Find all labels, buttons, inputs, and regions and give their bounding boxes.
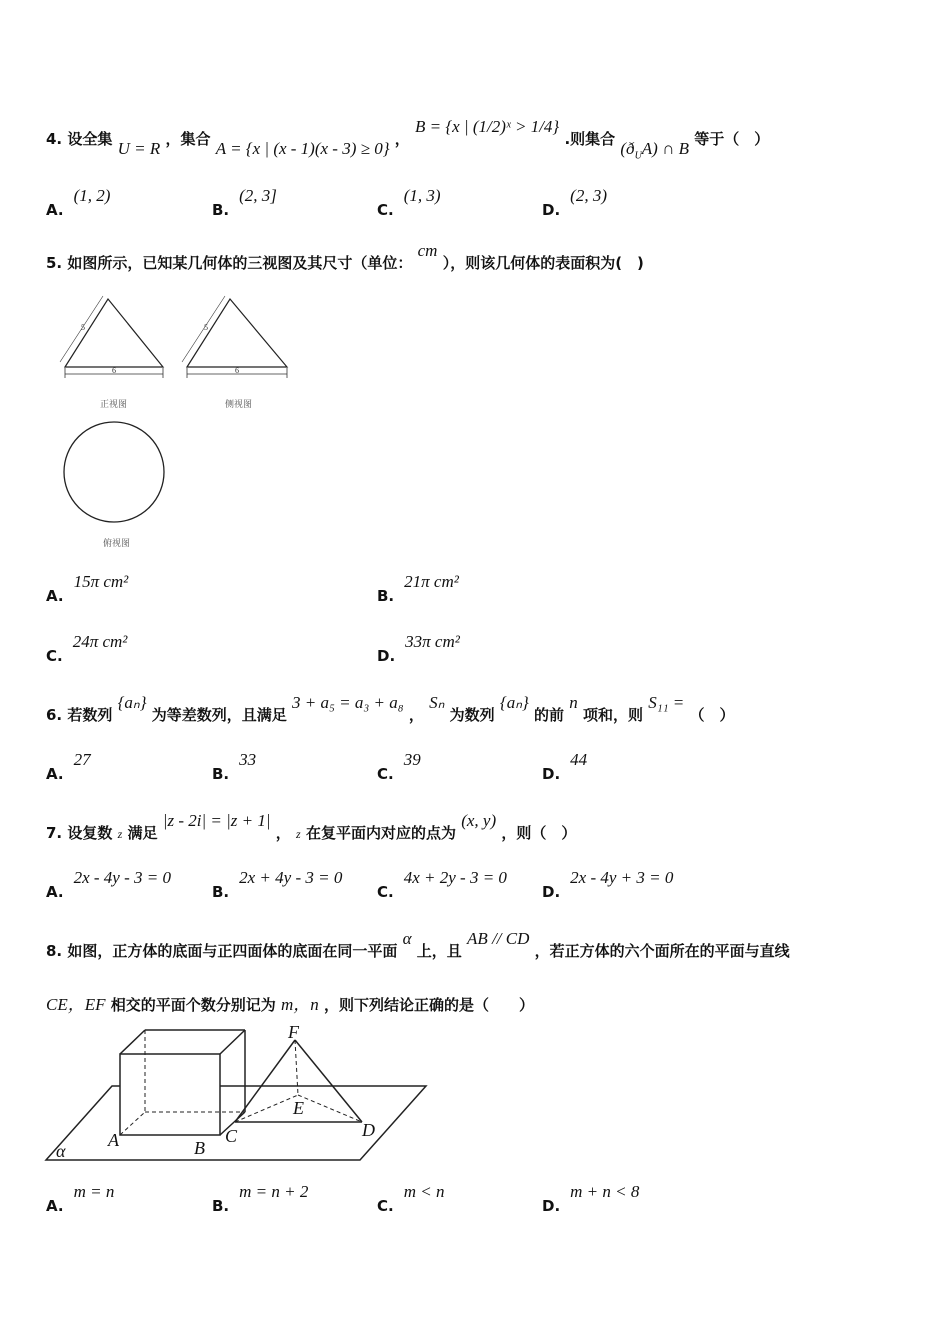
q4-text-5: 等于（ ） (694, 130, 770, 148)
label-alpha: α (56, 1141, 66, 1161)
q5-text-1: 如图所示，已知某几何体的三视图及其尺寸（单位： (67, 254, 413, 272)
front-view (60, 296, 163, 410)
cube-tetrahedron-figure (40, 1020, 440, 1170)
q8-option-b[interactable] (212, 1182, 309, 1216)
q6-text-6: 项和，则 (582, 706, 643, 724)
q7-z: z (117, 827, 123, 841)
option-letter: C. (377, 883, 394, 901)
top-view-caption: 俯视图 (103, 539, 131, 549)
option-letter: C. (46, 647, 63, 665)
side-base-dim: 6 (235, 366, 239, 375)
q7-text-3: ， (275, 824, 291, 842)
option-letter: B. (212, 883, 230, 901)
label-e: E (293, 1098, 304, 1118)
three-view-figure (55, 292, 295, 552)
option-value: 2x - 4y + 3 = 0 (570, 868, 674, 887)
option-letter: B. (377, 587, 395, 605)
option-letter: A. (46, 883, 64, 901)
option-letter: D. (542, 1197, 561, 1215)
label-a: A (108, 1130, 119, 1150)
q6-sn: Sₙ (429, 693, 445, 712)
q5-text-2: ），则该几何体的表面积为( ) (442, 254, 644, 272)
q6-number: 6. (46, 706, 63, 724)
q7-z-2: z (296, 827, 301, 841)
q6-option-c[interactable] (377, 750, 421, 784)
q4-universal-set: U = R (117, 139, 161, 158)
q7-condition: |z - 2i| = |z + 1| (162, 811, 271, 830)
q4-expression (620, 139, 690, 162)
q6-sequence: {aₙ} (117, 693, 147, 712)
option-letter: B. (212, 201, 230, 219)
option-value: m = n (73, 1182, 115, 1201)
label-c: C (225, 1126, 238, 1146)
q6-s11: S₁₁ = (648, 693, 685, 712)
q6-text-7: （ ） (689, 706, 735, 724)
q5-option-d[interactable] (377, 632, 460, 666)
q6-text-4: 为数列 (449, 706, 495, 724)
option-value: 39 (403, 750, 421, 769)
q4-option-c[interactable] (377, 186, 441, 220)
q6-text-2: 为等差数列，且满足 (151, 706, 287, 724)
front-view-caption: 正视图 (100, 400, 128, 410)
q5-number: 5. (46, 254, 63, 272)
q7-text-2: 满足 (127, 824, 158, 842)
q7-number: 7. (46, 824, 63, 842)
top-view-circle (64, 422, 164, 522)
q7-option-c[interactable] (377, 868, 507, 902)
option-letter: D. (377, 647, 396, 665)
q8-number: 8. (46, 942, 63, 960)
question-7 (46, 811, 577, 843)
option-value: 44 (570, 750, 588, 769)
option-letter: C. (377, 765, 394, 783)
q6-n: n (569, 693, 578, 712)
q8-parallel: AB // CD (467, 929, 530, 948)
q7-point: (x, y) (461, 811, 497, 830)
option-value: 24π cm² (72, 632, 128, 651)
q8-text-3: ，若正方体的六个面所在的平面与直线 (534, 942, 790, 960)
q4-complement-symbol: (ð (620, 139, 635, 158)
option-value: 33 (239, 750, 257, 769)
q4-set-b: B = {x | (1/2)ˣ > 1/4} (415, 117, 560, 136)
label-f: F (288, 1022, 299, 1042)
option-letter: B. (212, 765, 230, 783)
q4-set-a: A = {x | (x - 1)(x - 3) ≥ 0} (215, 139, 390, 158)
q5-option-b[interactable] (377, 572, 459, 606)
label-b: B (194, 1138, 205, 1158)
q6-text-1: 若数列 (67, 706, 113, 724)
q7-text-4: 在复平面内对应的点为 (305, 824, 456, 842)
q8-text-2: 上，且 (416, 942, 462, 960)
question-6 (46, 693, 735, 725)
option-value: m + n < 8 (570, 1182, 640, 1201)
option-letter: A. (46, 201, 64, 219)
q8-lines: CE，EF (46, 995, 106, 1014)
option-letter: A. (46, 587, 64, 605)
option-value: 4x + 2y - 3 = 0 (403, 868, 507, 887)
question-5 (46, 241, 644, 273)
q8-text-1: 如图，正方体的底面与正四面体的底面在同一平面 (67, 942, 398, 960)
q4-complement-sub: U (634, 150, 642, 162)
q6-option-a[interactable] (46, 750, 91, 784)
q8-option-c[interactable] (377, 1182, 445, 1216)
option-value: (2, 3) (570, 186, 607, 205)
q8-text-5: ，则下列结论正确的是（ ） (324, 996, 535, 1014)
option-letter: C. (377, 201, 394, 219)
top-view (64, 422, 164, 549)
q4-number: 4. (46, 130, 63, 148)
question-8 (46, 929, 790, 961)
q6-sequence-2: {aₙ} (499, 693, 529, 712)
q4-text-4: .则集合 (564, 130, 616, 148)
option-letter: D. (542, 201, 561, 219)
q4-option-d[interactable] (542, 186, 607, 220)
q6-option-d[interactable] (542, 750, 588, 784)
q7-option-b[interactable] (212, 868, 343, 902)
q8-alpha: α (402, 929, 412, 948)
q4-text-3: ， (394, 130, 410, 148)
option-value: 21π cm² (404, 572, 459, 591)
option-value: 27 (73, 750, 91, 769)
q7-option-a[interactable] (46, 868, 171, 902)
q6-condition: 3 + a₅ = a₃ + a₈ (291, 693, 404, 712)
side-view (182, 296, 287, 410)
side-view-caption: 侧视图 (225, 400, 253, 410)
option-value: (1, 2) (73, 186, 111, 205)
front-slant-dim: 5 (81, 323, 85, 332)
q6-text-5: 的前 (534, 706, 565, 724)
option-letter: C. (377, 1197, 394, 1215)
option-value: m = n + 2 (239, 1182, 309, 1201)
cube (120, 1030, 245, 1135)
option-letter: D. (542, 765, 561, 783)
q6-option-b[interactable] (212, 750, 257, 784)
front-base-dim: 6 (112, 366, 116, 375)
q6-text-3: ， (408, 706, 424, 724)
q8-text-4: 相交的平面个数分别记为 (110, 996, 276, 1014)
q7-option-d[interactable] (542, 868, 674, 902)
q4-text-1: 设全集 (67, 130, 113, 148)
q4-expression-rest: A) ∩ B (641, 139, 690, 158)
q4-option-a[interactable] (46, 186, 111, 220)
option-letter: B. (212, 1197, 230, 1215)
option-value: (2, 3] (239, 186, 277, 205)
option-value: 2x + 4y - 3 = 0 (239, 868, 343, 887)
option-letter: A. (46, 1197, 64, 1215)
q5-option-c[interactable] (46, 632, 128, 666)
option-letter: A. (46, 765, 64, 783)
q7-text-1: 设复数 (67, 824, 113, 842)
q8-option-a[interactable] (46, 1182, 115, 1216)
option-value: 2x - 4y - 3 = 0 (73, 868, 171, 887)
q4-option-b[interactable] (212, 186, 277, 220)
question-4 (46, 117, 770, 162)
side-slant-dim: 5 (204, 323, 208, 332)
option-value: m < n (403, 1182, 445, 1201)
question-8-line-2 (46, 990, 534, 1015)
q8-option-d[interactable] (542, 1182, 640, 1216)
label-d: D (362, 1120, 375, 1140)
q4-text-2: ，集合 (165, 130, 211, 148)
option-value: (1, 3) (403, 186, 441, 205)
q8-mn: m，n (280, 995, 319, 1014)
option-value: 33π cm² (405, 632, 460, 651)
option-letter: D. (542, 883, 561, 901)
option-value: 15π cm² (73, 572, 129, 591)
q5-option-a[interactable] (46, 572, 129, 606)
q5-unit: cm (417, 241, 438, 260)
q7-text-5: ，则（ ） (501, 824, 577, 842)
